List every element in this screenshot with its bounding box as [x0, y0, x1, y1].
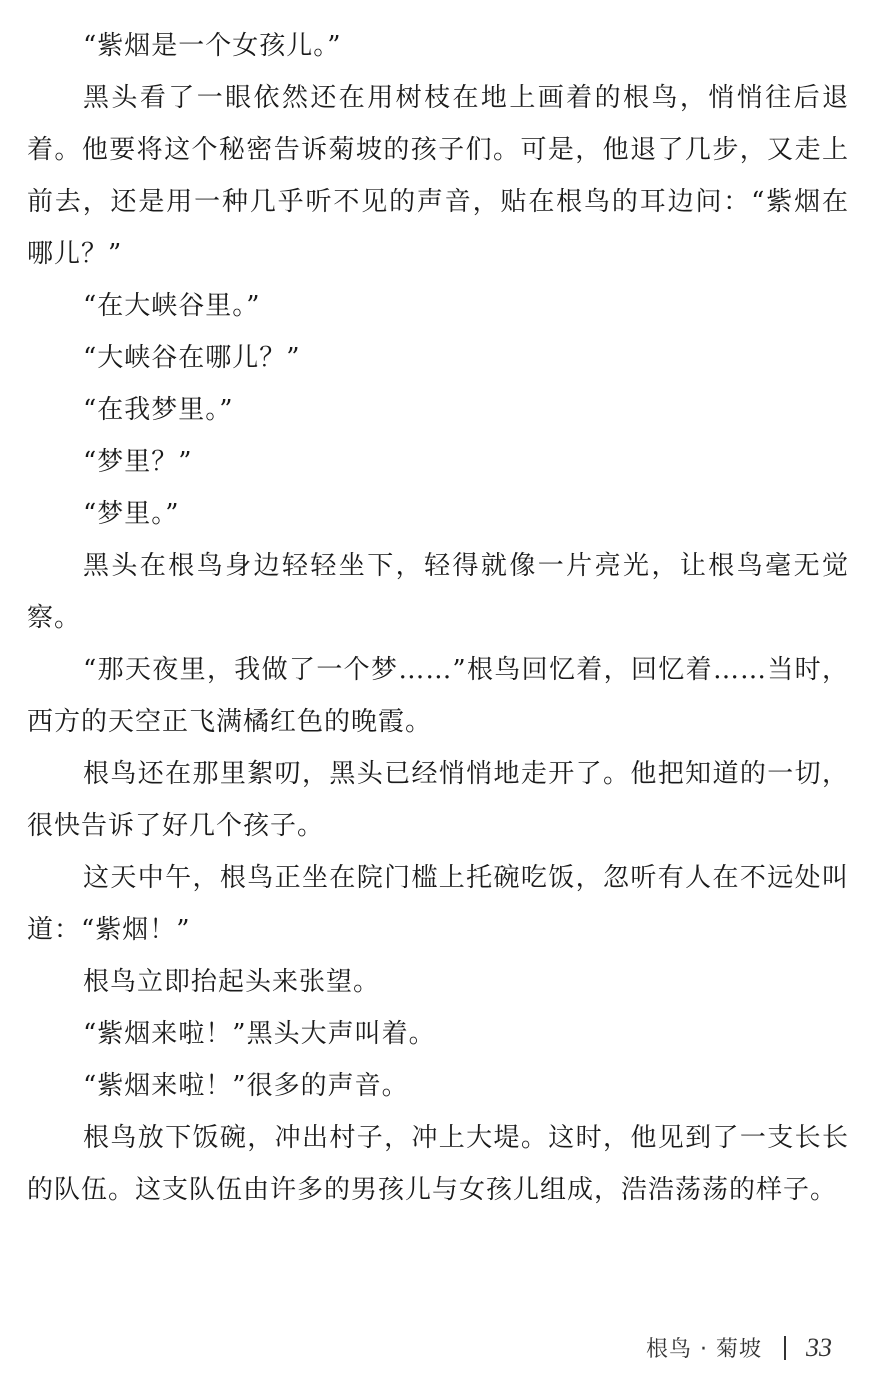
- paragraph: “梦里。”: [83, 499, 180, 529]
- paragraph: “紫烟来啦！”黑头大声叫着。: [83, 1019, 436, 1049]
- paragraph: “紫烟来啦！”很多的声音。: [83, 1071, 409, 1101]
- paragraph: “梦里？”: [83, 447, 193, 477]
- body-text: [27, 20, 849, 1216]
- paragraph: 黑头在根鸟身边轻轻坐下，轻得就像一片亮光，让根鸟毫无觉察。: [27, 551, 849, 633]
- paragraph: 根鸟立即抬起头来张望。: [83, 967, 381, 997]
- footer-divider: [784, 1336, 786, 1360]
- page-number: 33: [806, 1332, 832, 1362]
- paragraph: 根鸟放下饭碗，冲出村子，冲上大堤。这时，他见到了一支长长的队伍。这支队伍由许多的男孩儿与女孩儿组成，浩浩荡荡的样子。: [27, 1123, 849, 1205]
- paragraph: “在我梦里。”: [83, 395, 234, 425]
- running-title: 根鸟 · 菊坡: [646, 1337, 762, 1362]
- paragraph: “在大峡谷里。”: [83, 291, 261, 321]
- page-footer: [646, 1332, 832, 1363]
- paragraph: 根鸟还在那里絮叨，黑头已经悄悄地走开了。他把知道的一切，很快告诉了好几个孩子。: [27, 759, 849, 841]
- paragraph: “大峡谷在哪儿？”: [83, 343, 301, 373]
- paragraph: “紫烟是一个女孩儿。”: [83, 31, 342, 61]
- paragraph: 黑头看了一眼依然还在用树枝在地上画着的根鸟，悄悄往后退着。他要将这个秘密告诉菊坡的孩子们。可是，他退了几步，又走上前去，还是用一种几乎听不见的声音，贴在根鸟的耳边问：“紫烟在哪儿？”: [27, 83, 849, 269]
- paragraph: “那天夜里，我做了一个梦……”根鸟回忆着，回忆着……当时，西方的天空正飞满橘红色的晚霞。: [27, 655, 849, 737]
- paragraph: 这天中午，根鸟正坐在院门槛上托碗吃饭，忽听有人在不远处叫道：“紫烟！”: [27, 863, 849, 945]
